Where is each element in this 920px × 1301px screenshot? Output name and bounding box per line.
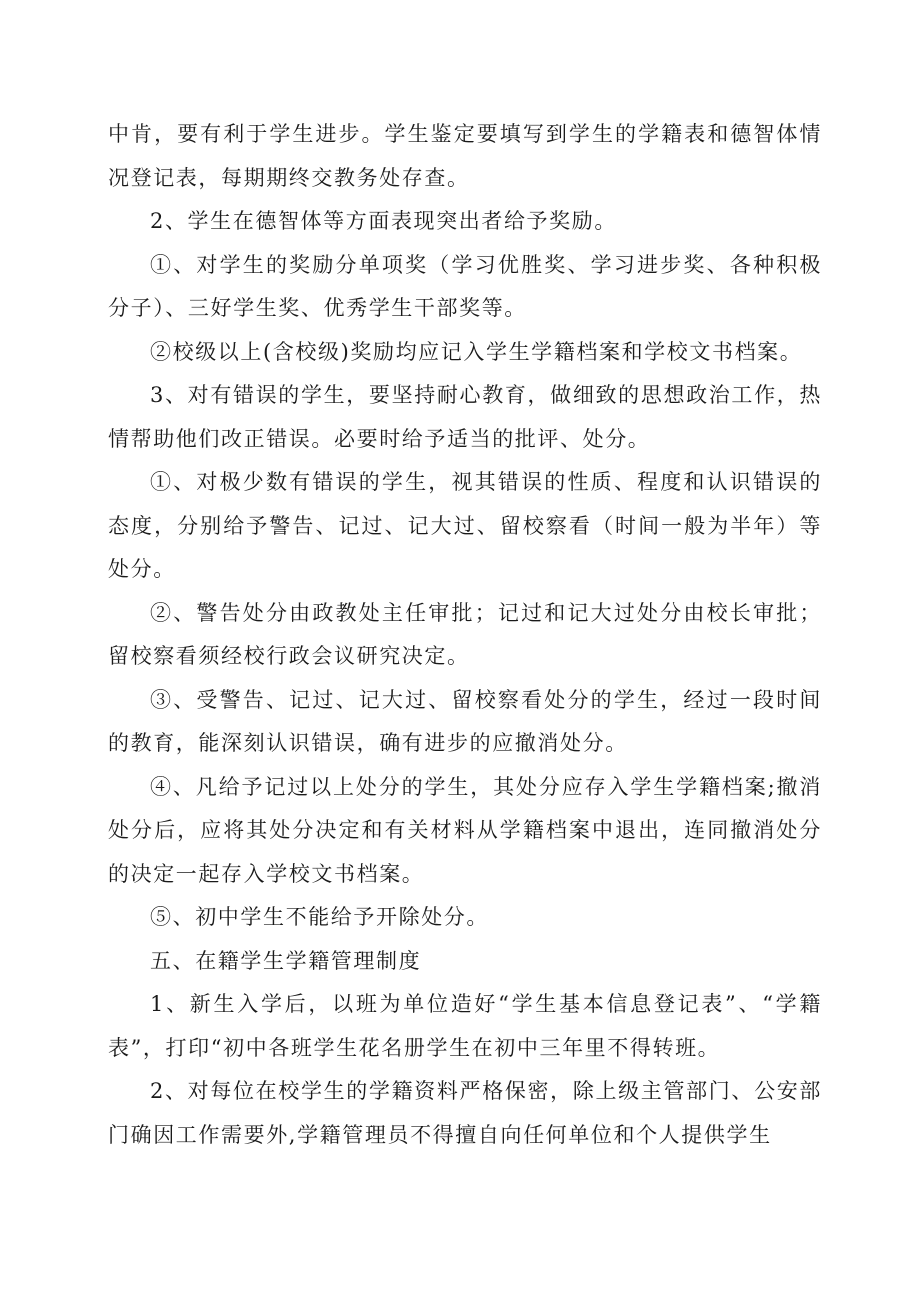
document-body — [108, 113, 822, 1157]
section-heading: 五、在籍学生学籍管理制度 — [150, 948, 422, 973]
paragraph-subitem-1b: ①、对极少数有错误的学生，视其错误的性质、程度和认识错误的态度，分别给予警告、记过、记大过、留校察看（时间一般为半年）等处分。 — [108, 470, 822, 581]
paragraph-subitem-1: ①、对学生的奖励分单项奖（学习优胜奖、学习进步奖、各种积极分子）、三好学生奖、优秀学生干部奖等。 — [108, 252, 822, 320]
paragraph-subitem-5b: ⑤、初中学生不能给予开除处分。 — [150, 905, 489, 929]
paragraph-subitem-2: ②校级以上(含校级)奖励均应记入学生学籍档案和学校文书档案。 — [150, 339, 803, 364]
paragraph-section5-item-2: 2、对每位在校学生的学籍资料严格保密，除上级主管部门、公安部门确因工作需要外,学籍管理员不得擅自向任何单位和个人提供学生 — [108, 1079, 822, 1147]
paragraph-item-3: 3、对有错误的学生，要坚持耐心教育，做细致的思想政治工作，热情帮助他们改正错误。必要时给予适当的批评、处分。 — [108, 383, 822, 451]
paragraph-subitem-2b: ②、警告处分由政教处主任审批；记过和记大过处分由校长审批；留校察看须经校行政会议研究决定。 — [108, 600, 822, 668]
paragraph-item-2: 2、学生在德智体等方面表现突出者给予奖励。 — [150, 209, 617, 233]
paragraph-subitem-4b: ④、凡给予记过以上处分的学生，其处分应存入学生学籍档案;撤消处分后，应将其处分决定和有关材料从学籍档案中退出，连同撤消处分的决定一起存入学校文书档案。 — [108, 774, 822, 886]
paragraph-continuation: 中肯，要有利于学生进步。学生鉴定要填写到学生的学籍表和德智体情况登记表，每期期终交教务处存查。 — [108, 122, 822, 190]
paragraph-subitem-3b: ③、受警告、记过、记大过、留校察看处分的学生，经过一段时间的教育，能深刻认识错误，确有进步的应撤消处分。 — [108, 687, 822, 755]
paragraph-section5-item-1: 1、新生入学后，以班为单位造好“学生基本信息登记表”、“学籍表”，打印“初中各班学生花名册学生在初中三年里不得转班。 — [108, 992, 822, 1060]
